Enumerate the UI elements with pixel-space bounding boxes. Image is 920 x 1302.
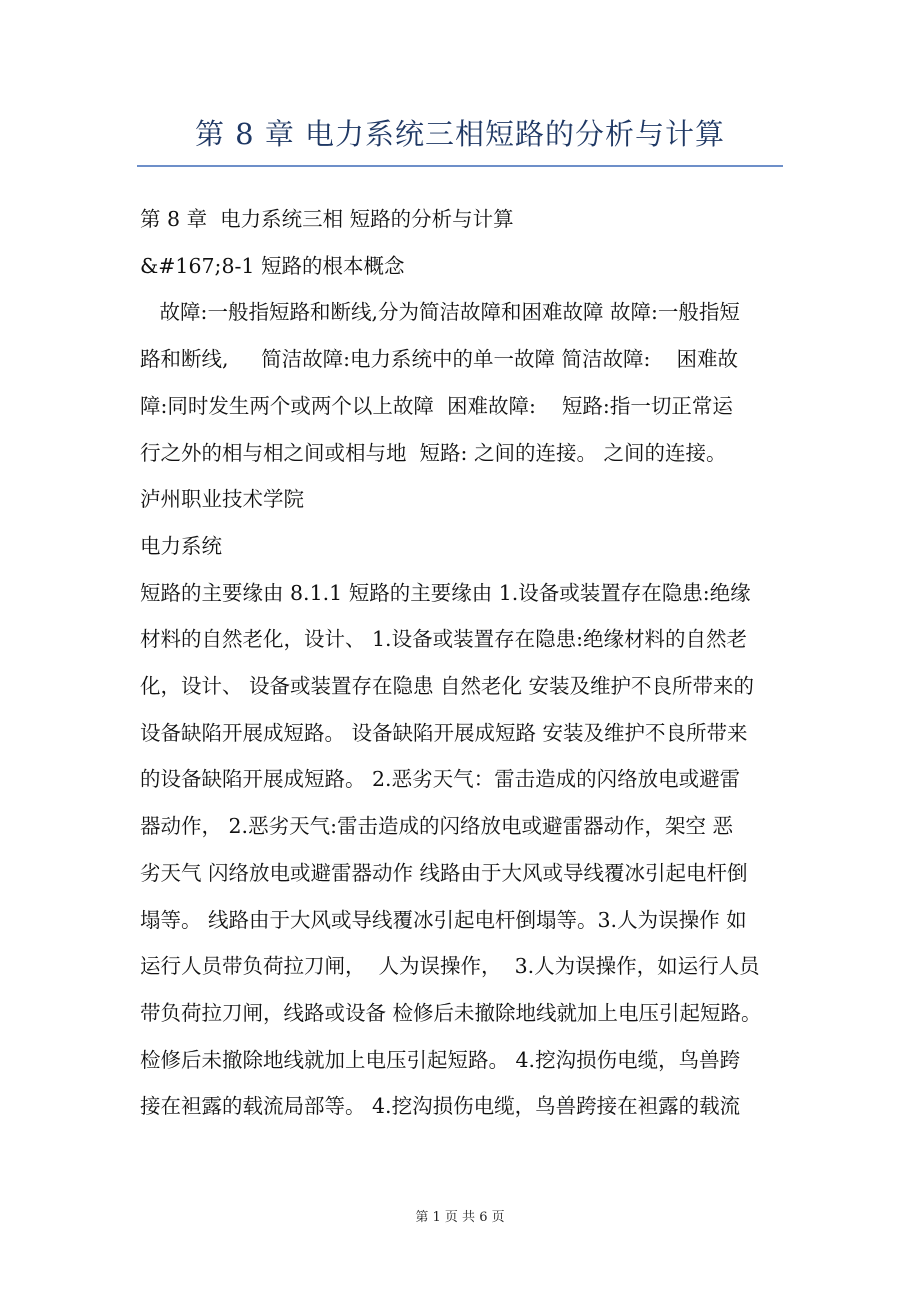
text-line: 带负荷拉刀闸，线路或设备 检修后未撤除地线就加上电压引起短路。 <box>140 1000 762 1025</box>
text-line: 电力系统 <box>140 533 222 558</box>
text-line: 运行人员带负荷拉刀闸， 人为误操作， 3.人为误操作，如运行人员 <box>140 954 760 979</box>
document-body <box>140 196 790 1130</box>
text-line: 检修后未撤除地线就加上电压引起短路。 4.挖沟损伤电缆，鸟兽跨 <box>140 1047 741 1072</box>
text-line: 障:同时发生两个或两个以上故障 困难故障: 短路:指一切正常运 <box>140 393 733 418</box>
text-line: 第 8 章 电力系统三相 短路的分析与计算 <box>140 207 514 231</box>
text-line: 器动作， 2.恶劣天气:雷击造成的闪络放电或避雷器动作，架空 恶 <box>140 814 733 839</box>
text-line: 路和断线, 简洁故障:电力系统中的单一故障 简洁故障: 困难故 <box>140 347 738 372</box>
text-line: 泸州职业技术学院 <box>140 487 304 512</box>
text-line: 接在袒露的载流局部等。 4.挖沟损伤电缆，鸟兽跨接在袒露的载流 <box>140 1094 741 1119</box>
text-line: 故障:一般指短路和断线,分为简洁故障和困难故障 故障:一般指短 <box>140 300 740 325</box>
text-line: 劣天气 闪络放电或避雷器动作 线路由于大风或导线覆冰引起电杆倒 <box>140 860 748 885</box>
page-title: 第 8 章 电力系统三相短路的分析与计算 <box>194 117 726 151</box>
text-line: 塌等。 线路由于大风或导线覆冰引起电杆倒塌等。3.人为误操作 如 <box>140 907 747 932</box>
text-line: 材料的自然老化，设计、 1.设备或装置存在隐患:绝缘材料的自然老 <box>140 627 747 652</box>
text-line: 化，设计、 设备或装置存在隐患 自然老化 安装及维护不良所带来的 <box>140 674 755 699</box>
text-line: 行之外的相与相之间或相与地 短路: 之间的连接。 之间的连接。 <box>140 440 727 465</box>
text-line: 的设备缺陷开展成短路。 2.恶劣天气：雷击造成的闪络放电或避雷 <box>140 767 741 792</box>
title-divider <box>137 165 783 167</box>
text-line: 设备缺陷开展成短路。 设备缺陷开展成短路 安装及维护不良所带来 <box>140 720 748 745</box>
page-footer: 第 1 页 共 6 页 <box>415 1210 505 1225</box>
text-line: &#167;8-1 短路的根本概念 <box>140 253 405 278</box>
text-line: 短路的主要缘由 8.1.1 短路的主要缘由 1.设备或装置存在隐患:绝缘 <box>140 580 751 605</box>
